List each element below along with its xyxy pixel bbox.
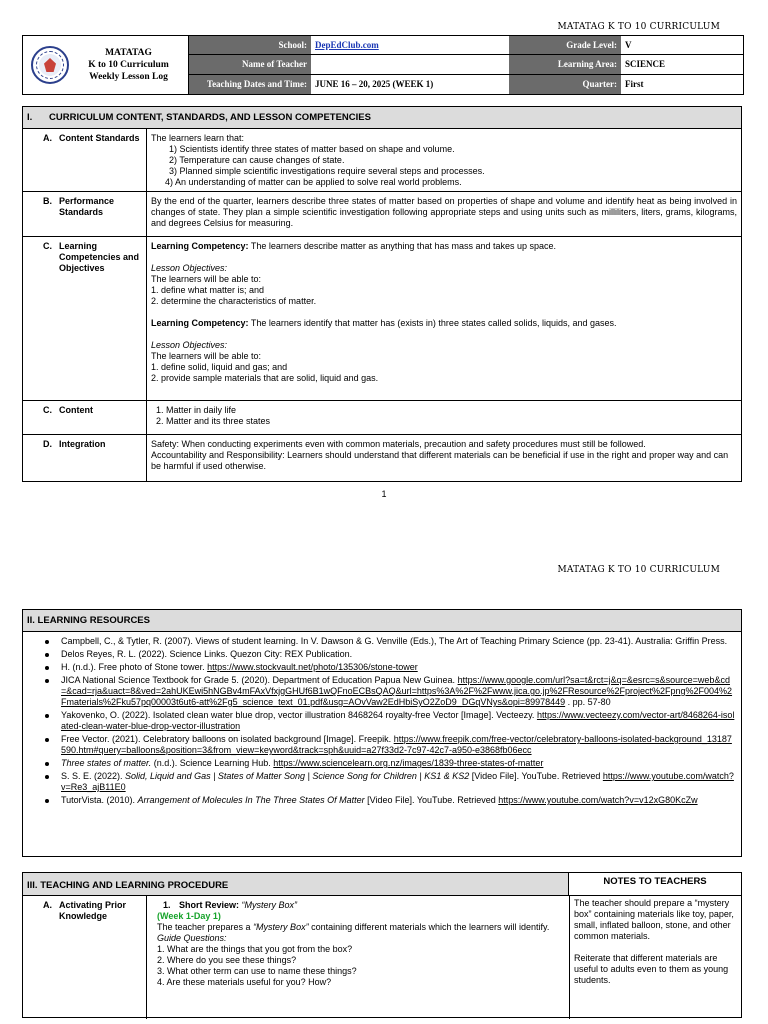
reference-text: S. S. E. (2022). xyxy=(61,771,126,781)
reference-link[interactable]: https://www.youtube.com/watch?v=v12xG80KcZw xyxy=(498,795,698,805)
content-row xyxy=(23,401,741,435)
competency-2 xyxy=(151,318,737,329)
row-label-text: Activating Prior Knowledge xyxy=(59,900,127,921)
row-content xyxy=(147,435,741,481)
reference-link[interactable]: https://www.stockvault.net/photo/135306/stone-tower xyxy=(207,662,418,672)
learning-area-value: SCIENCE xyxy=(621,55,743,74)
reference-item xyxy=(61,649,735,660)
teacher-label: Name of Teacher xyxy=(189,55,311,74)
procedure-heading xyxy=(23,873,741,896)
procedure-table xyxy=(22,872,742,1018)
quarter-label: Quarter: xyxy=(509,75,621,94)
question-item: 4. Are these materials useful for you? How? xyxy=(157,977,332,987)
row-letter: A. xyxy=(43,133,52,143)
lesson-log-header xyxy=(22,35,744,95)
reference-text: JICA National Science Textbook for Grade 5. (2020). Department of Education Papua New Guinea. xyxy=(61,675,458,685)
objectives-intro: The learners will be able to: xyxy=(151,274,262,284)
school-link[interactable]: DepEdClub.com xyxy=(315,40,379,51)
notes-heading: NOTES TO TEACHERS xyxy=(603,876,707,887)
reference-item xyxy=(61,758,735,769)
row-label xyxy=(23,192,147,236)
competency-text: The learners describe matter as anything that has mass and takes up space. xyxy=(248,241,557,251)
reference-link[interactable]: https://www.sciencelearn.org.nz/images/1839-three-states-of-matter xyxy=(273,758,544,768)
grade-value: V xyxy=(621,36,743,55)
row-label-text: Content xyxy=(59,405,93,415)
deped-seal-icon xyxy=(31,46,69,84)
grade-label: Grade Level: xyxy=(509,36,621,55)
header-info-grid xyxy=(189,36,743,94)
reference-title: Three states of matter. xyxy=(61,758,152,768)
list-item: 2) Temperature can cause changes of state. xyxy=(169,155,345,165)
activity-name: “Mystery Box” xyxy=(239,900,298,910)
objectives-label: Lesson Objectives: xyxy=(151,263,228,273)
list-item: 3) Planned simple scientific investigations require several steps and processes. xyxy=(169,166,485,176)
intro-text: The teacher prepares a xyxy=(157,922,254,932)
question-item: 2. Where do you see these things? xyxy=(157,955,297,965)
reference-item xyxy=(61,771,735,793)
school-value[interactable] xyxy=(311,36,509,55)
row-letter: A. xyxy=(43,900,52,910)
content-standards-row xyxy=(23,129,741,192)
title-line: Weekly Lesson Log xyxy=(89,72,168,82)
list-item: 4) An understanding of matter can be applied to solve real world problems. xyxy=(165,177,462,187)
objectives-intro: The learners will be able to: xyxy=(151,351,262,361)
reference-item xyxy=(61,734,735,756)
reference-text: Yakovenko, O. (2022). Isolated clean water blue drop, vector illustration 8468264 royalty-free Vector [Image]. Vecteezy. xyxy=(61,710,537,720)
activity-heading xyxy=(157,900,565,911)
list-item: 1) Scientists identify three states of matter based on shape and volume. xyxy=(169,144,455,154)
row-label-text: Learning Competencies and Objectives xyxy=(59,241,140,273)
content-intro: The learners learn that: xyxy=(151,133,245,143)
reference-text: [Video File]. YouTube. Retrieved xyxy=(469,771,603,781)
page-header: MATATAG K TO 10 CURRICULUM xyxy=(557,22,720,32)
competency-1 xyxy=(151,241,737,252)
dates-value: JUNE 16 – 20, 2025 (WEEK 1) xyxy=(315,79,434,90)
intro-italic: “Mystery Box” xyxy=(253,922,309,932)
reference-item xyxy=(61,662,735,673)
objective-item: 2. provide sample materials that are solid, liquid and gas. xyxy=(151,373,379,383)
teacher-value xyxy=(311,55,509,74)
notes-to-teachers xyxy=(569,896,741,1019)
integration-line: Safety: When conducting experiments even with common materials, precaution and safety procedures must still be followed. xyxy=(151,439,646,449)
objectives-label: Lesson Objectives: xyxy=(151,340,228,350)
question-item: 3. What other term can use to name these things? xyxy=(157,966,357,976)
row-label xyxy=(23,129,147,191)
row-letter: C. xyxy=(43,405,52,415)
row-content xyxy=(147,896,569,1019)
quarter-value: First xyxy=(625,79,644,90)
competency-label: Learning Competency: xyxy=(151,318,249,328)
intro-text: containing different materials which the learners will identify. xyxy=(308,922,550,932)
reference-item xyxy=(61,636,735,647)
section-title: CURRICULUM CONTENT, STANDARDS, AND LESSON COMPETENCIES xyxy=(49,112,371,123)
row-letter: C. xyxy=(43,241,52,251)
question-item: 1. What are the things that you got from the box? xyxy=(157,944,353,954)
section-curriculum-table xyxy=(22,106,742,482)
row-letter: B. xyxy=(43,196,52,206)
activity-title: Short Review: xyxy=(179,900,240,910)
row-label-text: Content Standards xyxy=(59,133,140,143)
objective-item: 1. define solid, liquid and gas; and xyxy=(151,362,288,372)
objective-item: 1. define what matter is; and xyxy=(151,285,265,295)
list-item: 1. Matter in daily life xyxy=(156,405,237,415)
row-content xyxy=(147,237,741,400)
reference-text: Free Vector. (2021). Celebratory balloons on isolated background [Image]. Freepik. xyxy=(61,734,394,744)
section-number: I. xyxy=(27,112,33,123)
guide-questions-label: Guide Questions: xyxy=(157,933,227,943)
activity-intro xyxy=(157,922,565,933)
integration-row xyxy=(23,435,741,481)
competencies-row xyxy=(23,237,741,401)
title-line: K to 10 Curriculum xyxy=(88,60,169,70)
row-content xyxy=(147,129,741,191)
reference-text: H. (n.d.). Free photo of Stone tower. xyxy=(61,662,208,672)
reference-text: TutorVista. (2010). xyxy=(61,795,138,805)
school-label: School: xyxy=(189,36,311,55)
row-content xyxy=(147,401,741,434)
row-label-text: Performance Standards xyxy=(59,196,115,217)
objective-item: 2. determine the characteristics of matter. xyxy=(151,296,317,306)
reference-link[interactable]: https://www.youtube.com/watch?v=Re3_ajB11E0 xyxy=(61,771,734,792)
week-day-label: (Week 1-Day 1) xyxy=(157,911,221,921)
reference-item xyxy=(61,675,735,708)
reference-text: [Video File]. YouTube. Retrieved xyxy=(364,795,499,805)
row-letter: D. xyxy=(43,439,52,449)
reference-text: Campbell, C., & Tytler, R. (2007). Views of student learning. In V. Dawson & G. Venville (Eds.), The Art of Teaching Primary Science (pp. 23-41). Australia: Griffin Press. xyxy=(61,636,728,646)
competency-text: The learners identify that matter has (exists in) three states called solids, liquids, and gases. xyxy=(248,318,617,328)
reference-text: (n.d.). Science Learning Hub. xyxy=(151,758,274,768)
row-label xyxy=(23,401,147,434)
note: Reiterate that different materials are useful to adults even to them as young students. xyxy=(574,953,729,985)
performance-standards-row xyxy=(23,192,741,237)
note: The teacher should prepare a “mystery box” containing materials like toy, paper, small, inflated balloon, stone, and other common materials. xyxy=(574,898,734,941)
learning-resources-table xyxy=(22,609,742,857)
row-label-text: Integration xyxy=(59,439,106,449)
reference-text: Delos Reyes, R. L. (2022). Science Links. Quezon City: REX Publication. xyxy=(61,649,353,659)
dates-label: Teaching Dates and Time: xyxy=(189,75,311,94)
resources-list xyxy=(23,632,741,812)
learning-area-label: Learning Area: xyxy=(509,55,621,74)
list-item: 2. Matter and its three states xyxy=(156,416,271,426)
row-label xyxy=(23,435,147,481)
title-line: MATATAG xyxy=(105,48,152,58)
reference-title: Arrangement of Molecules In The Three States Of Matter xyxy=(137,795,365,805)
activity-number: 1. xyxy=(163,900,171,910)
reference-item xyxy=(61,710,735,732)
page-header: MATATAG K TO 10 CURRICULUM xyxy=(557,565,720,575)
competency-label: Learning Competency: xyxy=(151,241,249,251)
header-title xyxy=(69,47,188,83)
section-heading xyxy=(23,107,741,129)
row-content: By the end of the quarter, learners describe three states of matter based on properties of shape and volume and identify heat as being involved in changes of state. They plan a simple scientific investigation following appropriate steps and using units such as milliliters, liters, grams, kilograms, and degrees Celsius for measuring. xyxy=(151,196,737,228)
section-heading: II. LEARNING RESOURCES xyxy=(23,610,741,632)
activating-prior-knowledge-row xyxy=(23,896,741,1019)
page-number: 1 xyxy=(381,489,387,499)
header-branding xyxy=(23,36,189,94)
reference-title: Solid, Liquid and Gas | States of Matter Song | Science Song for Children | KS1 & KS2 xyxy=(125,771,470,781)
integration-line: Accountability and Responsibility: Learners should understand that different materials can be beneficial if use in the right and proper way and can be harmful if used otherwise. xyxy=(151,450,729,471)
section-title: III. TEACHING AND LEARNING PROCEDURE xyxy=(23,873,569,895)
reference-item xyxy=(61,795,735,806)
reference-link[interactable]: https://www.vecteezy.com/vector-art/8468264-isolated-clean-water-blue-drop-vector-illustration xyxy=(61,710,735,731)
row-label xyxy=(23,237,147,400)
reference-link[interactable]: https://www.google.com/url?sa=t&rct=j&q=&esrc=s&source=web&cd=&cad=rja&uact=8&ved=2ahUKEwi5hNGBv4mFAxVfxjgGHUf6B1wQFnoECBsQAQ&url=https%3A%2F%2Fwww.jica.go.jp%2FResource%2Fproject%2Fpng%2F004%2Fmaterials%2Fku57pq00003t6ut6-att%2Fg5_science_text_01.pdf&usg=AOvVaw2EdHbiSyO2ZoD9_DGqVNys&opi=89978449 xyxy=(61,675,733,707)
reference-link[interactable]: https://www.freepik.com/free-vector/celebratory-balloons-isolated-background_13187590.htm#query=balloons&position=3&from_view=keyword&track=sph&uuid=a27f33d2-7c97-42c7-a950-e3868fb06ecc xyxy=(61,734,732,755)
reference-text: . pp. 57-80 xyxy=(565,697,611,707)
row-label xyxy=(23,896,147,1019)
